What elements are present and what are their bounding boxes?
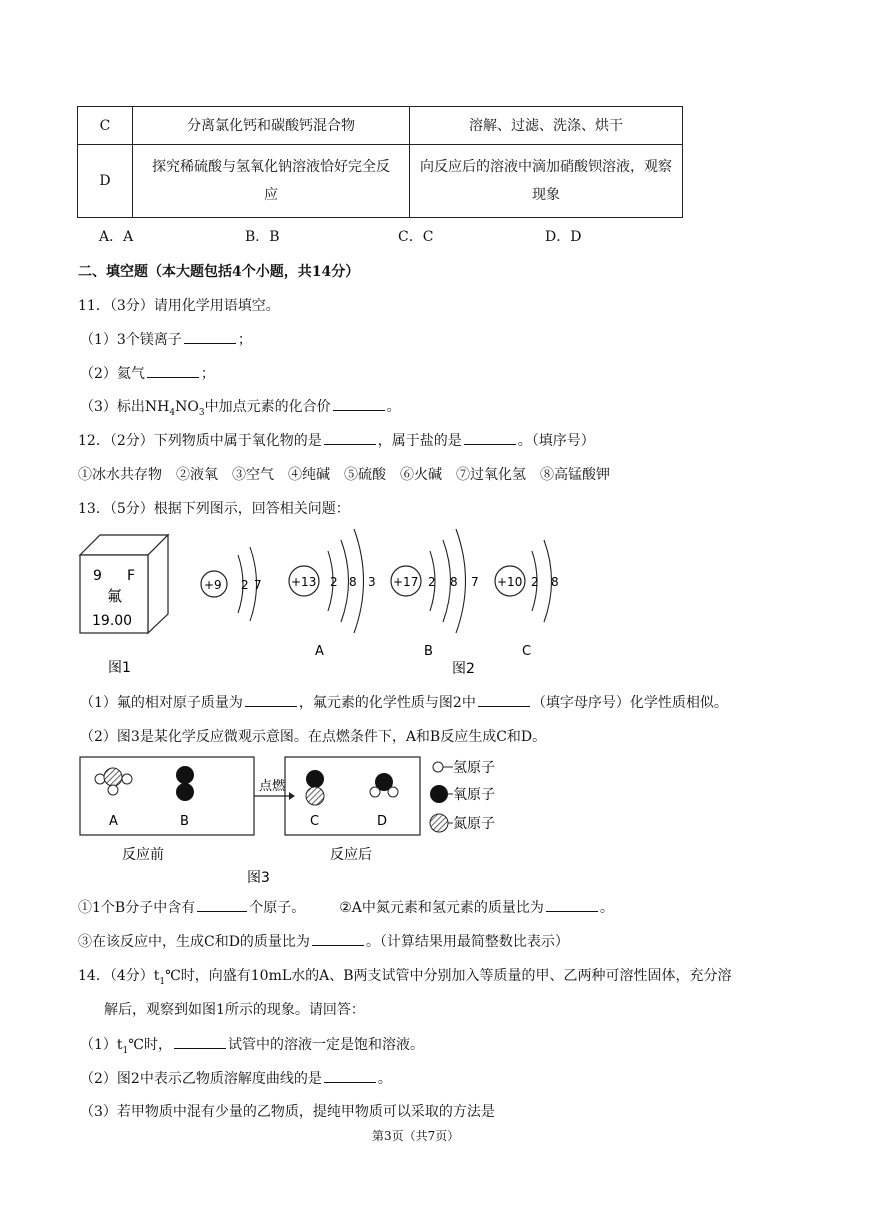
molecule-b (176, 766, 194, 801)
figure-1-caption: 图1 (108, 660, 131, 676)
section-title: 二、填空题（本大题包括4个小题，共14分） (78, 264, 360, 280)
q12-options: ①冰水共存物 ②液氧 ③空气 ④纯碱 ⑤硫酸 ⑥火碱 ⑦过氧化氢 ⑧高锰酸钾 (78, 467, 610, 483)
q13-part1: （1）氟的相对原子质量为 ，氟元素的化学性质与图2中 （填字母序号）化学性质相似。 (80, 692, 728, 712)
atom-c-label: C (522, 644, 532, 659)
atom-c-diagram (495, 540, 559, 659)
legend-hydrogen: 氢原子 (453, 760, 495, 776)
choice-d: D．D (545, 229, 582, 245)
atom-a-diagram (289, 529, 376, 659)
atom-a-label: A (315, 644, 324, 659)
element-symbol: F (127, 568, 136, 584)
page-footer: 第3页（共7页） (372, 1129, 460, 1143)
q13-sub3: ③在该反应中，生成C和D的质量比为 。（计算结果用最简整数比表示） (78, 931, 569, 951)
q14-part1: $(1)t_1℃$时， 试管中的溶液一定是饱和溶液。 (80, 1034, 424, 1056)
svg-text:+17: +17 (393, 575, 419, 589)
svg-text:8: 8 (349, 575, 357, 589)
choice-b: B．B (245, 229, 280, 245)
svg-text:+13: +13 (291, 575, 317, 589)
fluorine-atom-diagram (201, 547, 262, 621)
q11-part1: （1）3个镁离子 ； (80, 329, 252, 349)
label-c: C (310, 814, 320, 829)
reaction-condition: 点燃 (259, 779, 286, 794)
before-box (80, 757, 254, 835)
svg-text:3: 3 (368, 575, 376, 589)
atom-b-diagram (391, 529, 479, 659)
element-name: 氟 (107, 587, 123, 605)
figure-1-2 (70, 525, 590, 680)
svg-text:8: 8 (450, 575, 458, 589)
svg-text:7: 7 (254, 578, 262, 592)
q13-sub1-2: ①1个B分子中含有 个原子。 ②A中氮元素和氢元素的质量比为 。 (78, 897, 614, 917)
q13-stem: 13．（5分）根据下列图示，回答相关问题： (78, 501, 350, 517)
molecule-d (370, 773, 398, 797)
table-cell-method: 向反应后的溶液中滴加硝酸钡溶液，观察 现象 (410, 145, 683, 218)
svg-text:2: 2 (241, 578, 249, 592)
table-cell-method: 溶解、过滤、洗涤、烘干 (410, 107, 683, 145)
label-a: A (109, 814, 118, 829)
svg-text:7: 7 (471, 575, 479, 589)
atomic-mass: 19.00 (92, 613, 133, 629)
figure-2-caption: 图2 (452, 661, 475, 677)
svg-text:2: 2 (428, 575, 436, 589)
label-d: D (377, 814, 388, 829)
before-caption: 反应前 (122, 847, 164, 863)
table-cell-purpose: 分离氯化钙和碳酸钙混合物 (133, 107, 410, 145)
atom-b-label: B (424, 644, 433, 659)
molecule-a (95, 768, 132, 795)
choice-c: C．C (398, 229, 434, 245)
svg-text:2: 2 (531, 575, 539, 589)
svg-text:8: 8 (551, 575, 559, 589)
legend (430, 760, 495, 832)
options-table (77, 106, 683, 218)
legend-nitrogen: 氮原子 (453, 816, 495, 832)
q12-stem: 12．（2分）下列物质中属于氧化物的是 ，属于盐的是 。（填序号） (78, 430, 595, 450)
molecule-c (306, 770, 324, 805)
nucleus-label: +9 (204, 578, 222, 592)
table-cell-purpose: 探究稀硫酸与氢氧化钠溶液恰好完全反 应 (133, 145, 410, 218)
element-cell (80, 535, 168, 633)
q14-stem: 14．（4分）$t_1℃$时，向盛有10mL水的A、B两支试管中分别加入等质量的甲、乙两种可溶性固体，充分溶 (78, 968, 732, 987)
after-box (285, 757, 420, 835)
figure-3-caption: 图3 (247, 870, 270, 886)
q13-part2: （2）图3是某化学反应微观示意图。在点燃条件下，A和B反应生成C和D。 (80, 729, 547, 745)
q14-part3: （3）若甲物质中混有少量的乙物质，提纯甲物质可以采取的方法是 (80, 1104, 495, 1120)
choice-a: A．A (99, 229, 134, 245)
svg-text:2: 2 (330, 575, 338, 589)
table-row-label: C (78, 107, 133, 145)
figure-3 (75, 752, 545, 892)
label-b: B (180, 814, 189, 829)
q11-part3: （3）标出$NH_4NO_3$中加点元素的化合价 。 (80, 396, 401, 418)
q14-stem-line2: 解后，观察到如图1所示的现象。请回答： (104, 1002, 365, 1018)
table-row-label: D (78, 145, 133, 218)
after-caption: 反应后 (330, 847, 372, 863)
q11-part2: （2）氦气 ； (80, 363, 215, 383)
svg-text:+10: +10 (497, 575, 523, 589)
q11-stem: 11．（3分）请用化学用语填空。 (78, 298, 280, 314)
q14-part2: （2）图2中表示乙物质溶解度曲线的是 。 (80, 1068, 392, 1088)
legend-oxygen: 氧原子 (453, 787, 495, 803)
atomic-number: 9 (93, 568, 102, 584)
